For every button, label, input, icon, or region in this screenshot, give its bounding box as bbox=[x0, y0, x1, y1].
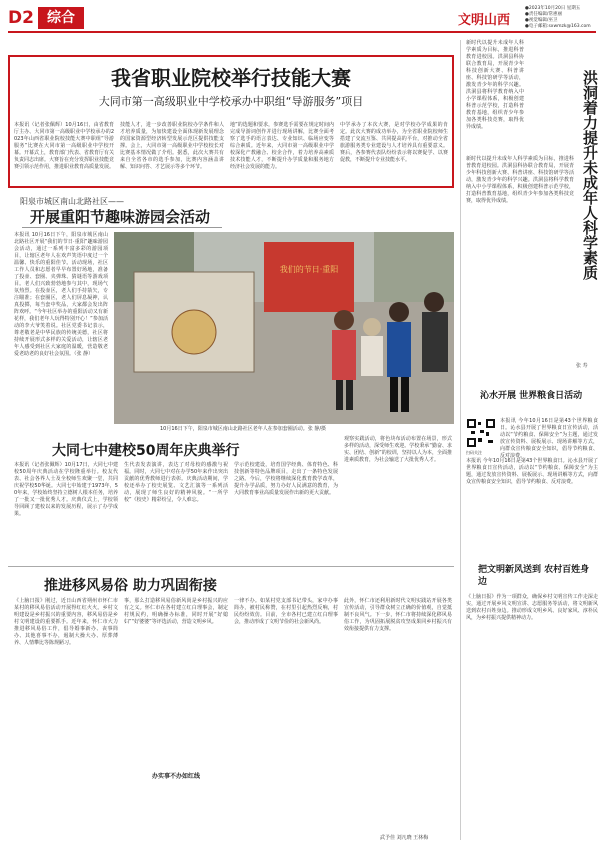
visual-editor: ●视觉编辑/巫卫 bbox=[525, 18, 558, 23]
logo-text: 文明山西 bbox=[458, 13, 511, 28]
science-body: 新时代以提升未成年人科学素质为目标，推进科普教育进校园。洪洞县科协联合教育局，开展青少年科技创新大赛、科普讲座、科技馆研学等活动，激发青少年的科学兴趣。洪洞县将科学教育纳入中小学课程体系，积极创建科普示范学校，打造科普教育基地，组织青少年参加各类科技竞赛，取得优异成绩。 bbox=[466, 156, 574, 204]
customs-author: 武予佳 刘凡晓 王林梅 bbox=[380, 835, 429, 841]
customs-title: 推进移风易俗 助力巩固衔接 bbox=[44, 578, 217, 594]
customs-col-1: 《上脑日报》刚过，近日山西省朔州市怀仁市某村的移风易俗活动开展得红红火火。乡村文明建设是乡村振兴的重要内容，移风易俗是乡村文明建设的重要抓手。近年来，怀仁市大力推进移风易俗工作，倡导婚事新办、丧事简办、其他喜事不办，遏制大操大办、厚葬薄养、人情攀比等陈规陋习。 bbox=[14, 598, 118, 646]
science-byline: 张 寿 bbox=[576, 363, 588, 369]
lead-title: 我省职业院校举行技能大赛 bbox=[111, 66, 351, 90]
customs-subhead: 办实事不办如红线 bbox=[152, 773, 201, 780]
customs-col-4: 此外，怀仁市还利用新时代文明实践站开展各类宣传活动，引导群众树立正确的价值观，自觉抵制不良风气。下一步，怀仁市将持续深化移风易俗工作，为巩固拓展脱贫攻坚成果同乡村振兴有效衔接提供有力支撑。 bbox=[344, 598, 452, 632]
page-number: D2 bbox=[8, 8, 34, 28]
middle-title: 开展重阳节趣味游园会活动 bbox=[30, 208, 211, 226]
send-title: 把文明新风送到 农村百姓身边 bbox=[478, 565, 590, 587]
school-col-3: 学示范校建设，培育国学经典、体育特色、科技创新等特色品牌项目，走出了一条特色发展之路。今后，学校将继续深化教育教学改革，提升办学品质，努力办好人民满意的教育，为大同教育事业高质量发展作出新的更大贡献。 bbox=[234, 462, 338, 496]
grain-title: 沁水开展 世界粮食日活动 bbox=[480, 391, 583, 401]
grain-text: 本报讯 今年10月16日是第43个世界粮食日。沁水县开展了世界粮食日宣传活动，活动以“节约粮食、保障安全”为主题，通过发放宣传资料、展板展示、现场讲解等方式，向群众宣传粮食安全知识，倡导节约粮食、反对浪费。 bbox=[500, 418, 598, 459]
science-top-text: 新时代以提升未成年人科学素质为目标，推进科普教育进校园。洪洞县科协联合教育局，开展青少年科技创新大赛、科普讲座、科技馆研学等活动，激发青少年的科学兴趣。洪洞县将科学教育纳入中小学课程体系，积极创建科普示范学校，打造科普教育基地，组织青少年参加各类科技竞赛，取得优异成绩。 bbox=[466, 40, 524, 130]
responsible-editor: ●责任编辑/常惠丽 bbox=[525, 12, 562, 17]
lead-col-1: 本报讯（记者张佩辉）10月16日，由省教育厅主办、大同市第一高级职业中学校承办的2023年山西省职业院校技能大赛中职组“导游服务”比赛在大同市第一高级职业中学校开幕。开幕式上，教育部门代表、省教育厅有关负责同志出席。大赛旨在充分发挥职业技能竞赛引领示范作用，推进职业教育高质量发展。 bbox=[14, 122, 115, 170]
school-title: 大同七中建校50周年庆典举行 bbox=[52, 443, 240, 459]
middle-body: 本报讯 10月16日下午，阳泉市城区南山北路社区开展“我们的节日·重阳”趣味游园会活动，通过一系列丰富多彩的游园项目，让辖区老年人在欢声笑语中度过一个温馨、快乐的重阳佳节。活动现场，社区工作人员和志愿者早早布置好场地，准备了投壶、套圈、夹弹珠、猜谜语等游戏项目。老人们兴致勃勃地参与其中，现场气氛热烈。在投壶区，老人们手持箭矢，专注瞄准；在套圈区，老人们屏息凝神，认真投掷，每当套中奖品，大家都会发出阵阵欢呼。“今年社区举办的重阳活动又有新花样，我们老年人玩得特别开心！”参加活动的李大爷笑着说。社区党委书记表示，尊老敬老是中华民族的传统美德，社区将持续开展形式多样的关爱活动，让辖区老年人感受到社区大家庭的温暖，营造敬老爱老助老的良好社会氛围。（张 静） bbox=[14, 232, 108, 357]
qr-label: 扫码关注 bbox=[466, 450, 482, 455]
lead-subtitle: 大同市第一高级职业中学校承办中职组“导游服务”项目 bbox=[98, 95, 364, 108]
event-banner: 我们的节日·重阳 bbox=[279, 265, 339, 274]
lead-col-2: 技能人才，进一步改善职业院校办学条件和人才培养质量，为加快建设全面体现新发展理念的国家资源型经济转型发展示范区提供技能支撑。会上，大同市第一高级职业中学校校长对比赛基本情况做了介绍。据悉，此次大赛共有来自全省各市的选手参加，比赛内容涵盖讲解、知识问答、才艺展示等多个环节。 bbox=[120, 122, 224, 170]
school-col-2: 生代表发表演讲，表达了对母校的感激与祝福。同时，大同七中对在办学50年来作出突出贡献的优秀教师进行表彰。庆典活动期间，学校还举办了校史展览、文艺汇演等一系列活动，展现了师生良好的精神风貌。“一所学校”《校史》精彩纷呈，令人难忘。 bbox=[124, 462, 228, 503]
event-photo-illustration bbox=[114, 232, 454, 424]
grain-text-cont: 本报讯 今年10月16日是第43个世界粮食日。沁水县开展了世界粮食日宣传活动，活动以“节约粮食、保障安全”为主题，通过发放宣传资料、展板展示、现场讲解等方式，向群众宣传粮食安全知识，倡导节约粮食、反对浪费。 bbox=[466, 458, 598, 485]
photo-caption: 10月16日下午，阳泉市城区南山北路社区老年人在参加套圈活动。张 静/摄 bbox=[160, 426, 327, 432]
send-text: 《上脑日报》作为一项群众，确保乡村文明宣传工作走深走实，通过开展乡风文明宣讲、志愿服务等活动，将文明新风送到农村百姓身边。推动形成文明乡风、良好家风、淳朴民风，为乡村振兴提供精神动力。 bbox=[466, 594, 598, 621]
middle-title-rule bbox=[22, 227, 222, 228]
lead-col-4: 中学承办了本次大赛，是对学校办学成果的肯定。此次大赛的成功举办，为全省职业院校师生搭建了交流互鉴、共同提高的平台，对推动全省旅游服务类专业建设与人才培养具有重要意义。赛后，各参赛代表队纷纷表示将以赛促学、以赛促教，不断提升专业技能水平。 bbox=[340, 122, 448, 163]
event-photo bbox=[114, 232, 454, 424]
section-divider bbox=[8, 566, 454, 567]
school-col-1: 本报讯（记者张佩辉）10月17日，大同七中建校50周年庆典活动在学校隆重举行。校友代表、社会各界人士及全校师生欢聚一堂，共同庆祝学校50华诞。大同七中始建于1973年，50年来，学校始终坚持立德树人根本任务，培养了一批又一批优秀人才。庆典仪式上，学校领导回顾了建校以来的发展历程，展示了办学成果。 bbox=[14, 462, 118, 517]
qr-code-icon bbox=[466, 418, 496, 448]
middle-kicker: 阳泉市城区南山北路社区—— bbox=[20, 197, 124, 206]
lead-col-3: 地”的选题和要求，参赛选手需要在规定时间内完成导游词创作并进行现场讲解，比赛全面考察了选手的语言表达、专业知识、临场应变等综合素质。近年来，大同市第一高级职业中学校深化产教融合、校企合作，着力培养高素质技术技能人才，不断提升办学质量和服务地方经济社会发展的能力。 bbox=[230, 122, 334, 170]
section-tag: 综合 bbox=[38, 7, 84, 29]
school-col-4: 观察实践活动，将色块布活动布置在场景，形式多样的活动，深受师生欢迎。学校秉承“勤奋、求实、团结、创新”的校训，坚持以人为本，全面推进素质教育，为社会输送了大批优秀人才。 bbox=[344, 436, 452, 463]
header-meta bbox=[525, 6, 600, 30]
issue-date: ●2023年10月20日 星期五 bbox=[525, 6, 581, 11]
customs-col-2: 事，那么打造移风易俗新风尚是乡村振兴的应有之义。怀仁市在各村建立红白理事会，制定村规民约，明确操办标准，同时开展“好媳妇”“好婆婆”等评选活动，营造文明乡风。 bbox=[124, 598, 228, 625]
customs-col-3: 一律不办。如某村党支部书记带头，家中办事简办，被村民称赞，在村里引起热烈反响，村民纷纷效仿。目前，全市各村已建立红白理事会，推动形成了文明节俭的社会新风尚。 bbox=[234, 598, 338, 625]
science-vertical-title: 洪洞着力提升未成年人科学素质 bbox=[581, 70, 599, 280]
right-column-divider bbox=[460, 40, 461, 840]
email: ●电子邮箱:sxwmzk@163.com bbox=[525, 24, 591, 29]
logo-icon bbox=[458, 9, 518, 28]
header-rule bbox=[8, 31, 596, 33]
